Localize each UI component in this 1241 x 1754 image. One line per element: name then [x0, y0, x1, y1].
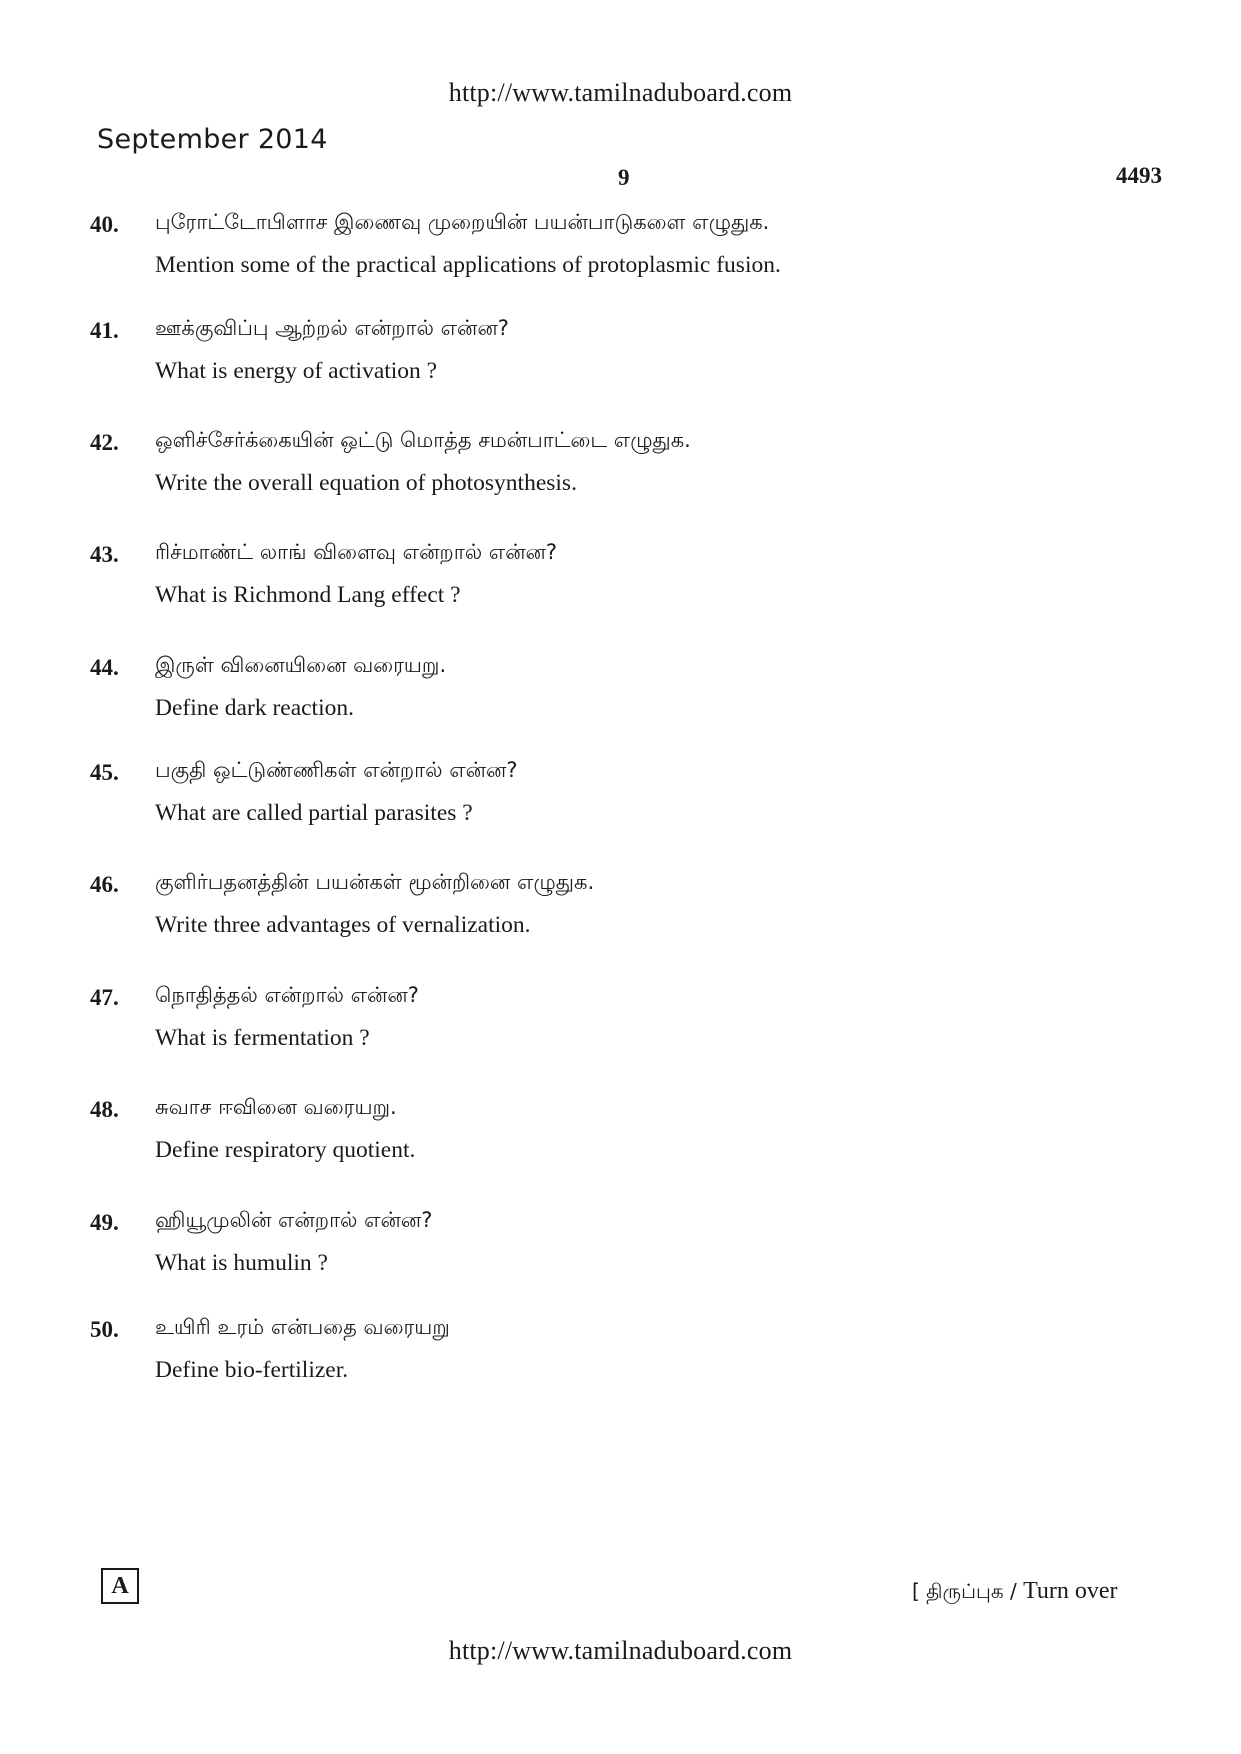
paper-code: 4493 — [1116, 163, 1162, 188]
turn-over-note — [912, 1578, 1118, 1606]
question-english: What is humulin ? — [155, 1250, 328, 1276]
page-number: 9 — [618, 165, 630, 190]
question-number: 49. — [90, 1210, 119, 1235]
footer-url: http://www.tamilnaduboard.com — [448, 1636, 793, 1665]
question-english: Write three advantages of vernalization. — [155, 912, 531, 938]
question-number: 42. — [90, 430, 119, 455]
question-number: 43. — [90, 542, 119, 567]
question-english: Define bio-fertilizer. — [155, 1357, 349, 1383]
question-tamil: குளிர்பதனத்தின் பயன்கள் மூன்றினை எழுதுக. — [155, 870, 595, 894]
turn-over-tamil: [ திருப்புக / — [912, 1579, 1024, 1603]
question-number: 46. — [90, 872, 119, 897]
question-tamil: உயிரி உரம் என்பதை வரையறு — [155, 1315, 450, 1339]
question-tamil: புரோட்டோபிளாச இணைவு முறையின் பயன்பாடுகளை எழுதுக. — [155, 210, 770, 234]
question-tamil: ஒளிச்சேர்க்கையின் ஒட்டு மொத்த சமன்பாட்டை எழுதுக. — [155, 428, 691, 452]
question-english: What is Richmond Lang effect ? — [155, 582, 461, 608]
question-number: 48. — [90, 1097, 119, 1122]
question-english: What is energy of activation ? — [155, 358, 438, 384]
question-number: 40. — [90, 212, 119, 237]
question-english: Define respiratory quotient. — [155, 1137, 416, 1163]
question-tamil: ஊக்குவிப்பு ஆற்றல் என்றால் என்ன? — [155, 316, 509, 340]
question-english: Write the overall equation of photosynthesis. — [155, 470, 577, 496]
question-tamil: சுவாச ஈவினை வரையறு. — [155, 1095, 397, 1119]
set-label-box: A — [101, 1568, 139, 1604]
question-number: 45. — [90, 760, 119, 785]
question-english: What is fermentation ? — [155, 1025, 370, 1051]
question-tamil: பகுதி ஒட்டுண்ணிகள் என்றால் என்ன? — [155, 758, 518, 782]
question-number: 41. — [90, 318, 119, 343]
question-number: 47. — [90, 985, 119, 1010]
question-tamil: ஹியூமுலின் என்றால் என்ன? — [155, 1208, 433, 1232]
question-english: Define dark reaction. — [155, 695, 354, 721]
question-english: What are called partial parasites ? — [155, 800, 473, 826]
question-tamil: ரிச்மாண்ட் லாங் விளைவு என்றால் என்ன? — [155, 540, 558, 564]
header-url: http://www.tamilnaduboard.com — [448, 78, 793, 107]
exam-date: September 2014 — [97, 124, 328, 155]
question-tamil: நொதித்தல் என்றால் என்ன? — [155, 983, 419, 1007]
question-english: Mention some of the practical applications of protoplasmic fusion. — [155, 252, 781, 278]
question-number: 50. — [90, 1317, 119, 1342]
turn-over-english: Turn over — [1023, 1578, 1118, 1604]
question-tamil: இருள் வினையினை வரையறு. — [155, 653, 447, 677]
question-number: 44. — [90, 655, 119, 680]
